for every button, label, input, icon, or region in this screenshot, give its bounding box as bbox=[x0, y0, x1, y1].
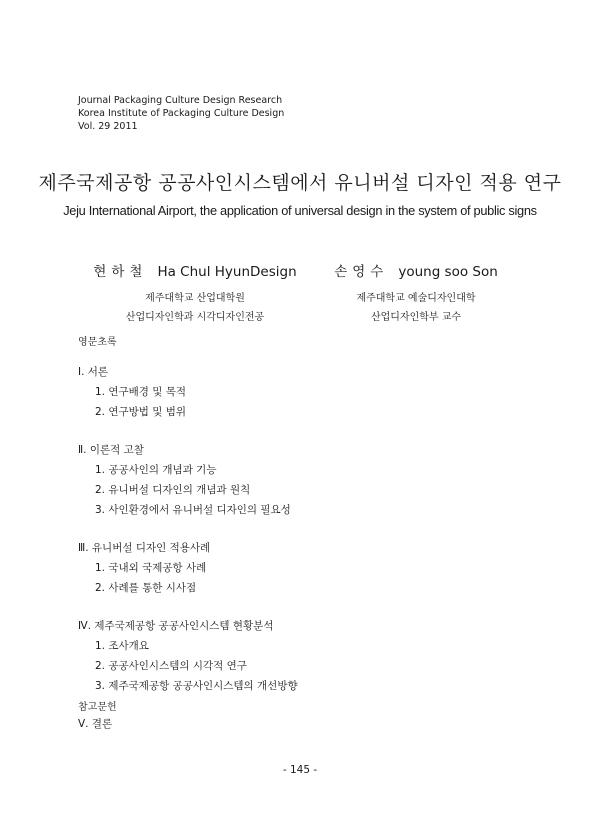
author-2-name bbox=[326, 260, 506, 280]
author-1-affiliation-2: 산업디자인학과 시각디자인전공 bbox=[125, 312, 265, 323]
page-number: - 145 - bbox=[282, 764, 318, 776]
toc-item: 3. 사인환경에서 유니버설 디자인의 필요성 bbox=[95, 504, 291, 516]
author-2-name-korean: 손영수 bbox=[334, 264, 389, 280]
author-1-name-english: Ha Chul HyunDesign bbox=[157, 264, 297, 280]
table-of-contents bbox=[78, 362, 298, 752]
journal-header bbox=[78, 94, 284, 133]
toc-item: 2. 공공사인시스템의 시각적 연구 bbox=[95, 660, 247, 672]
references-label: 참고문헌 bbox=[78, 702, 117, 713]
toc-section-3 bbox=[78, 538, 298, 598]
toc-item: 1. 공공사인의 개념과 기능 bbox=[95, 464, 217, 476]
toc-section-title: Ⅲ. 유니버설 디자인 적용사례 bbox=[78, 542, 211, 554]
author-1-affiliation-1: 제주대학교 산업대학원 bbox=[145, 293, 245, 304]
toc-section-1 bbox=[78, 362, 298, 422]
journal-publisher: Korea Institute of Packaging Culture Design bbox=[78, 108, 285, 119]
journal-name: Journal Packaging Culture Design Research bbox=[78, 95, 283, 106]
toc-item: 1. 연구배경 및 목적 bbox=[95, 386, 187, 398]
toc-item: 2. 유니버설 디자인의 개념과 원칙 bbox=[95, 484, 251, 496]
toc-section-title: Ⅴ. 결론 bbox=[78, 718, 113, 730]
toc-item: 3. 제주국제공항 공공사인시스템의 개선방향 bbox=[95, 680, 298, 692]
author-1-name bbox=[90, 260, 300, 280]
toc-item: 1. 조사개요 bbox=[95, 640, 149, 652]
journal-volume: Vol. 29 2011 bbox=[78, 121, 138, 132]
toc-item: 2. 사례를 통한 시사점 bbox=[95, 582, 197, 594]
toc-item: 2. 연구방법 및 범위 bbox=[95, 406, 187, 418]
toc-section-2 bbox=[78, 440, 298, 520]
author-2 bbox=[326, 260, 506, 327]
author-2-affiliation-1: 제주대학교 예술디자인대학 bbox=[356, 293, 476, 304]
paper-title-korean: 제주국제공항 공공사인시스템에서 유니버설 디자인 적용 연구 bbox=[38, 172, 562, 194]
toc-section-5 bbox=[78, 714, 298, 734]
toc-section-title: Ⅱ. 이론적 고찰 bbox=[78, 444, 144, 456]
paper-title-english: Jeju International Airport, the application of universal design in the system of public signs bbox=[63, 203, 537, 218]
author-1-name-korean: 현하철 bbox=[93, 264, 148, 280]
toc-section-4 bbox=[78, 616, 298, 696]
author-2-name-english: young soo Son bbox=[398, 264, 498, 280]
author-2-affiliation-2: 산업디자인학부 교수 bbox=[370, 312, 462, 323]
author-1 bbox=[90, 260, 300, 327]
toc-item: 1. 국내외 국제공항 사례 bbox=[95, 562, 207, 574]
toc-section-title: Ⅳ. 제주국제공항 공공사인시스템 현황분석 bbox=[78, 620, 274, 632]
abstract-label: 영문초록 bbox=[78, 337, 117, 348]
toc-section-title: Ⅰ. 서론 bbox=[78, 366, 109, 378]
